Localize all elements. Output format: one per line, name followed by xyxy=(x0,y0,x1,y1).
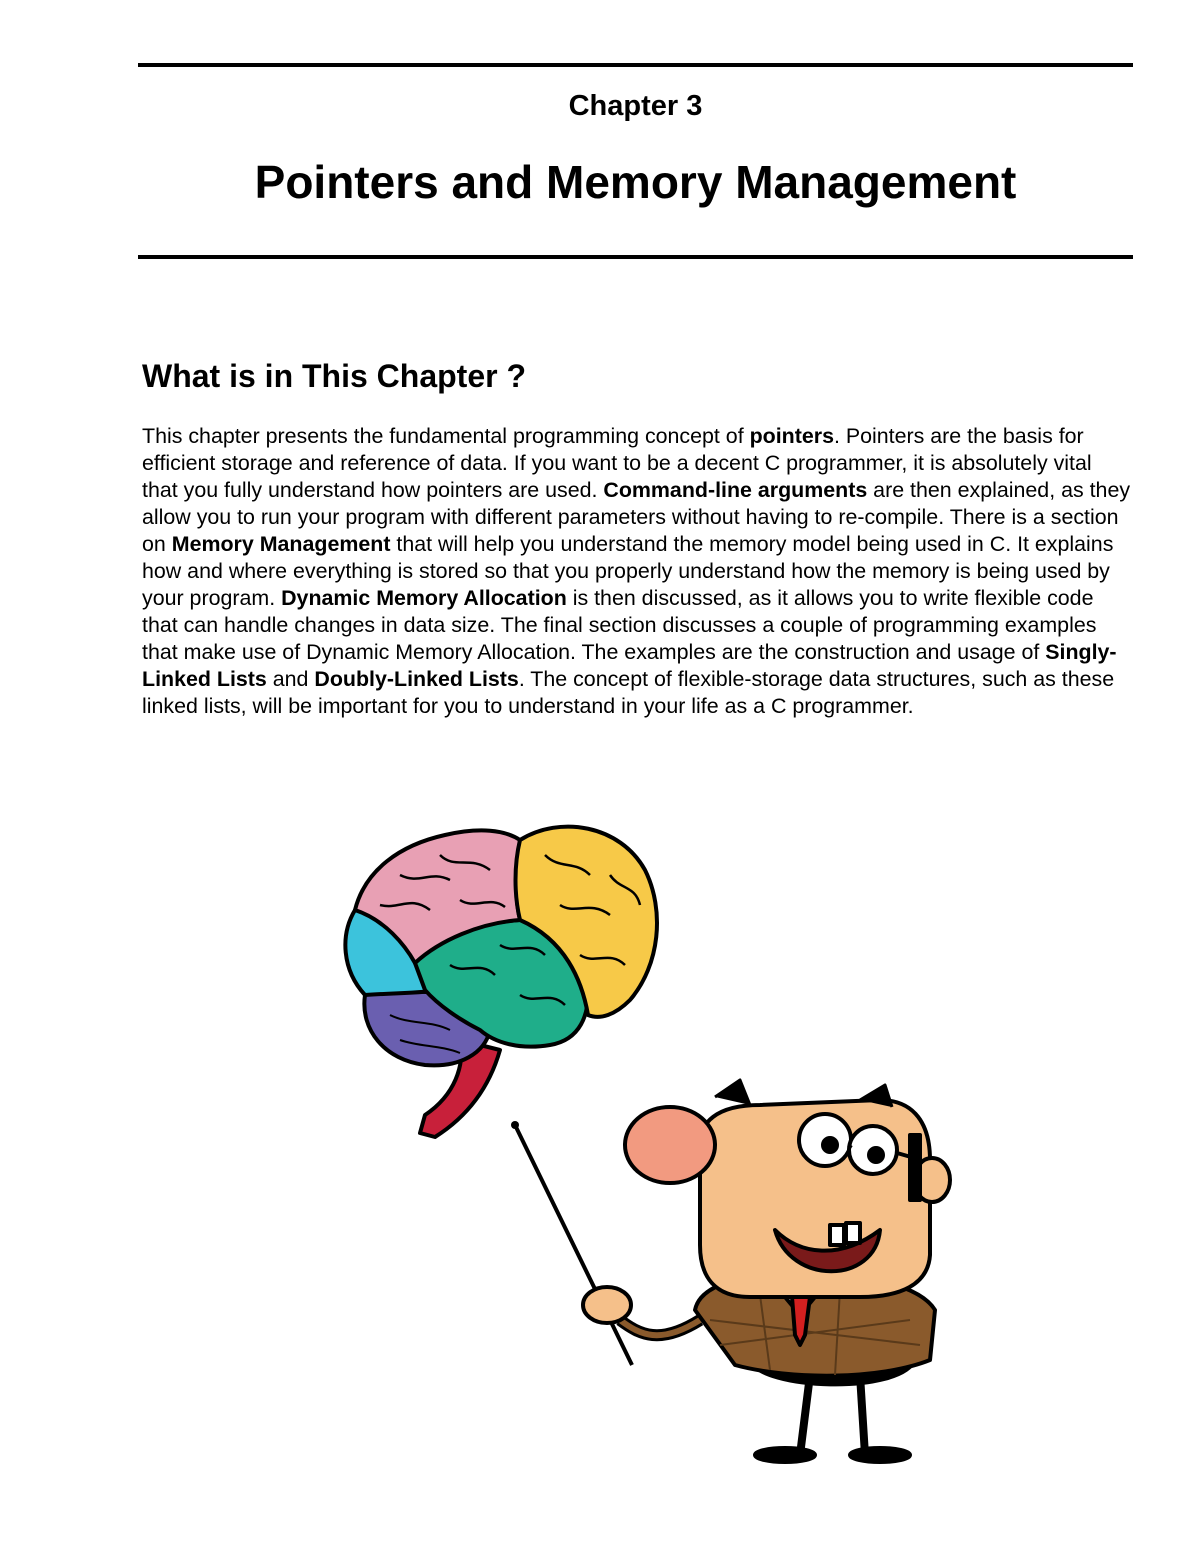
top-rule xyxy=(138,63,1133,67)
teacher-icon xyxy=(583,1080,950,1462)
term-doubly-linked-lists: Doubly-Linked Lists xyxy=(314,667,519,691)
intro-paragraph xyxy=(142,423,1132,720)
brain-icon xyxy=(345,827,657,1137)
intro-text-3: are then explained, as they allow you to run your program with different parameters without having to re-compile. There is a section on xyxy=(142,478,1131,556)
chapter-title: Pointers and Memory Management xyxy=(254,156,1017,208)
intro-text-1: This chapter presents the fundamental programming concept of xyxy=(142,424,750,448)
chapter-label: Chapter 3 xyxy=(568,90,703,122)
intro-text-2: . Pointers are the basis for efficient storage and reference of data. If you want to be a decent C programmer, it is absolutely vital that you fully understand how pointers are used. xyxy=(142,424,1092,502)
term-command-line-arguments: Command-line arguments xyxy=(603,478,868,502)
section-heading: What is in This Chapter ? xyxy=(142,358,527,394)
intro-text-4: that will help you understand the memory model being used in C. It explains how and where everything is stored so that you properly understand how the memory is being used by your program. xyxy=(142,532,1114,610)
term-singly-linked-lists: Singly-Linked Lists xyxy=(142,640,1117,691)
illustration xyxy=(320,815,980,1475)
intro-text-6: and xyxy=(266,667,315,691)
intro-text-7: . The concept of flexible-storage data structures, such as these linked lists, will be important for you to understand in your life as a C programmer. xyxy=(142,667,1115,718)
bottom-rule xyxy=(138,255,1133,259)
pointer-stick-icon xyxy=(511,1121,632,1365)
nose xyxy=(625,1107,715,1183)
intro-text-5: is then discussed, as it allows you to write flexible code that can handle changes in data size. The final section discusses a couple of programming examples that make use of Dynamic Memory Allocation. The examples are the construction and usage of xyxy=(142,586,1097,664)
term-memory-management: Memory Management xyxy=(171,532,391,556)
term-pointers: pointers xyxy=(749,424,834,448)
term-dynamic-memory-allocation: Dynamic Memory Allocation xyxy=(281,586,567,610)
